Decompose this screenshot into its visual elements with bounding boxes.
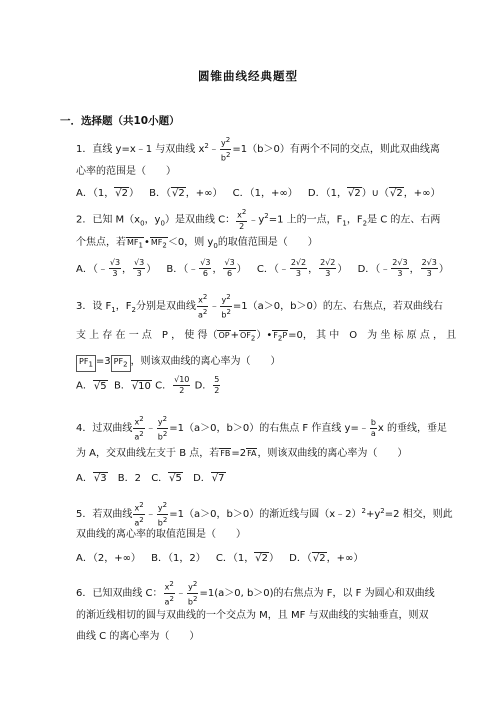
question-5-options: A．（2，+∞） B．（1，2） C．（1，√2） D．（√2，+∞） bbox=[76, 553, 364, 564]
question-3-line-2: 支 上 存 在 一 点 P ， 使 得（OP+OF2）•F2P=0， 其 中 O 为 坐 标 原 点 ， 且 bbox=[76, 330, 457, 343]
question-2-options: A．（﹣ $\frac{√3}{3}$ ， $\frac{√3}{3}$ ） B．（﹣ $\frac{√3}{6}$ ， $\frac{√3}{6}$ ） C．（﹣ $\frac{2√2}{3}$ ， $\frac{2√2}{3}$ ） D．（﹣ $\frac{2√3}{3}$ ， $\frac{2√3}{3}$ ） bbox=[76, 258, 449, 278]
question-6-line-2: 的渐近线相切的圆与双曲线的一个交点为 M，且 MF 与双曲线的实轴垂直，则双 bbox=[76, 610, 429, 621]
question-5-line-2: 双曲线的离心率的取值范围是（ ） bbox=[76, 529, 246, 540]
question-2-line-2: 个焦点，若MF1•MF2＜0，则 $y_0$的取值范围是（ ） bbox=[76, 237, 318, 250]
question-6-line-3: 曲线 C 的离心率为（ ） bbox=[76, 631, 200, 642]
section-heading: 一．选择题（共10小题） bbox=[60, 115, 180, 127]
question-5-line-1: 5．若双曲线 $\frac{x2}{a2}$ ﹣ $\frac{y2}{b2}$ =1（a＞0，b＞0）的渐近线与圆$(x﹣2)^2+y^2=2$ 相交，则此 bbox=[76, 501, 453, 528]
question-3-line-3: PF1 =3 PF2 ，则该双曲线的离心率为（ ） bbox=[76, 352, 281, 372]
question-4-options: A．√3 B．2 C．√5 D．√7 bbox=[76, 473, 225, 484]
question-3-options: A．√5 B．√10 C． $\frac{√10}{2}$ D． $\frac{5}{2}$ bbox=[76, 375, 220, 395]
question-3-line-1: 3．设 $F_1$，$F_2$分别是双曲线 $\frac{x2}{a2}$ ﹣ $\frac{y2}{b2}$ =1（a＞0，b＞0）的左、右焦点，若双曲线右 bbox=[76, 293, 443, 320]
question-4-line-2: 为 A，交双曲线左支于 B 点，若FB=2FA，则该双曲线的离心率为（ ） bbox=[76, 448, 408, 459]
question-2-line-1: 2．已知 $M(x_0$，$y_0$）是双曲线 C： $\frac{x2}{2}$ $﹣y^2=1$ 上的一点，$F_1$，$F_2$是 C 的左、右两 bbox=[76, 208, 441, 231]
question-1-line-1: 1．直线 y=x﹣1 与双曲线 $x^2﹣$ $\frac{y2}{b2}$ =1（b＞0）有两个不同的交点，则此双曲线离 bbox=[76, 136, 440, 163]
question-6-line-1: 6．已知双曲线 C： $\frac{x2}{a2}$ ﹣ $\frac{y2}{b2}$ =1(a＞0, b＞0)的右焦点为 F，以 F 为圆心和双曲线 bbox=[76, 580, 435, 607]
question-4-line-1: 4．过双曲线 $\frac{x2}{a2}$ ﹣ $\frac{y2}{b2}$ =1（a＞0，b＞0）的右焦点 F 作直线 y=﹣ $\frac{b}{a}$ x 的垂线，垂足 bbox=[76, 415, 448, 442]
question-1-options: A．（1，√2） B．（√2，+∞） C．（1，+∞） D．（1，√2）∪（√2，+∞） bbox=[76, 188, 441, 199]
page-title: 圆锥曲线经典题型 bbox=[198, 69, 298, 83]
question-1-line-2: 心率的范围是（ ） bbox=[76, 166, 176, 177]
